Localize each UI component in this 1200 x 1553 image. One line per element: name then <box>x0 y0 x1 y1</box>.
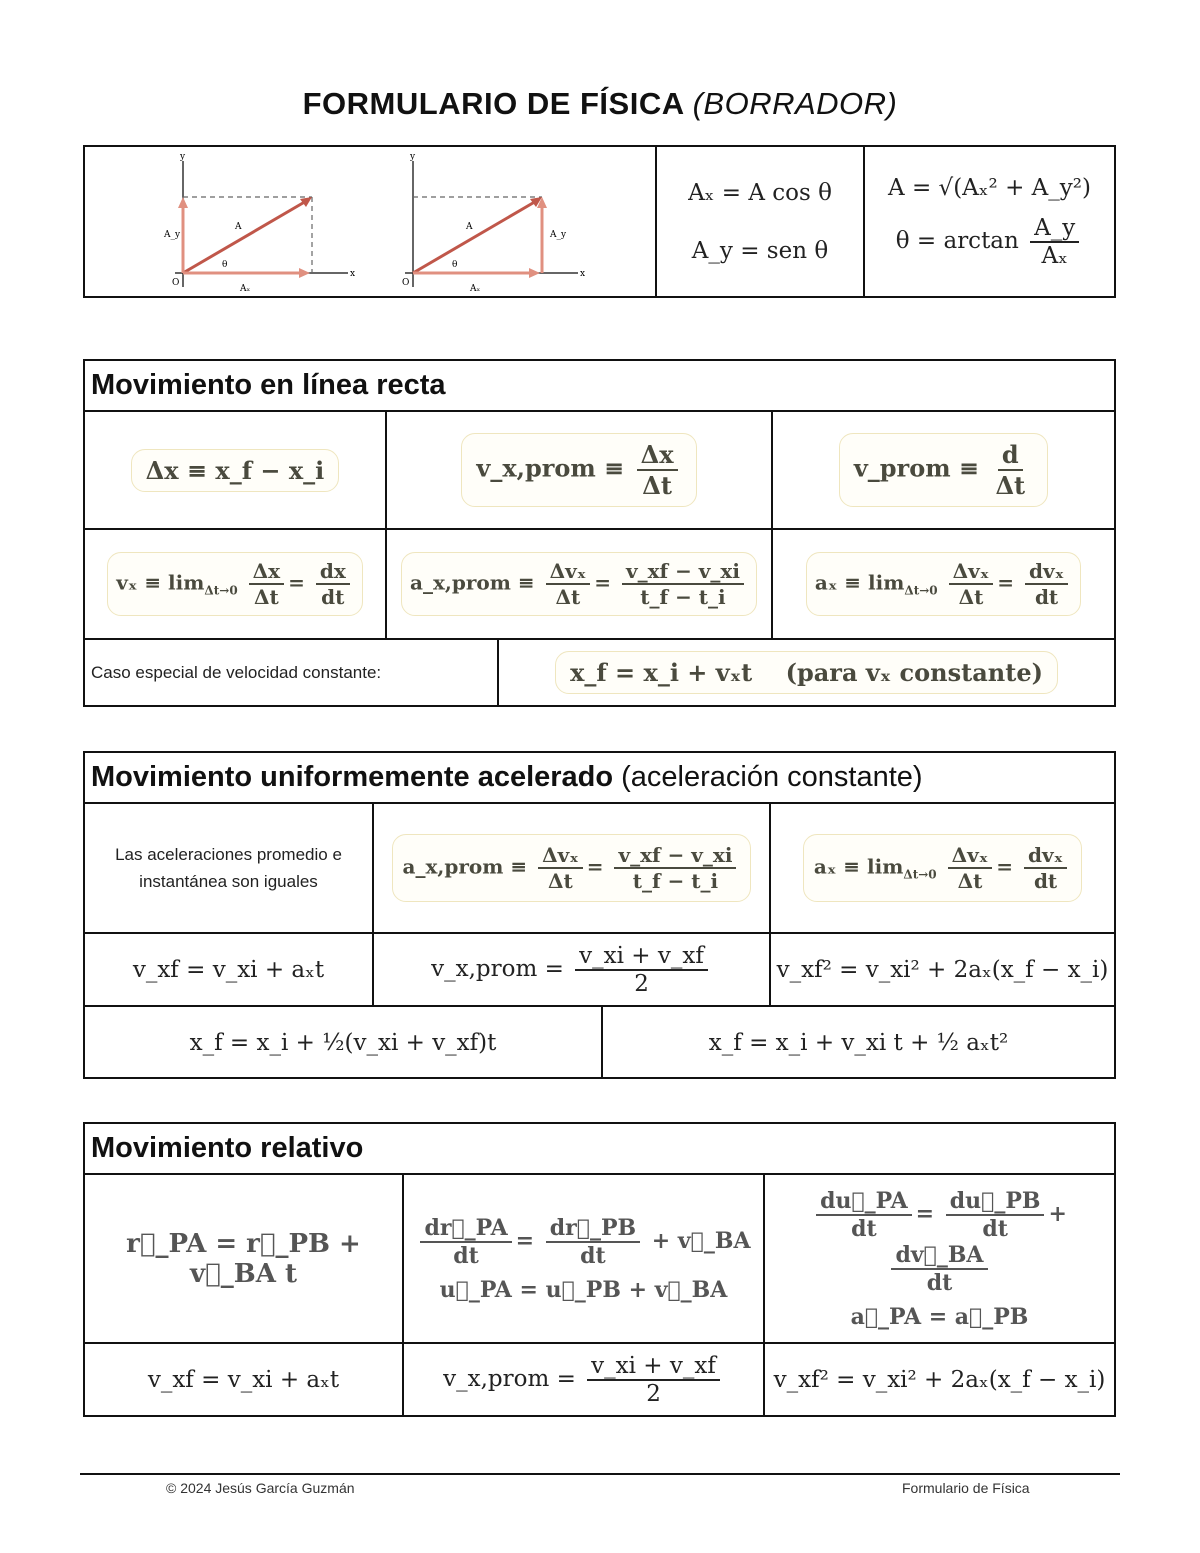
rel-r2-num2: dr⃗_PB <box>546 1215 640 1243</box>
ua-f2-den1: Δt <box>957 869 983 893</box>
ua-f2-frac2 <box>1024 843 1067 893</box>
ua-cell-ainst <box>769 804 1114 932</box>
rel-r2-tail: + v⃗_BA <box>651 1227 751 1254</box>
ua-f1-lhs: a_x,prom ≡ <box>402 854 528 879</box>
rel-cell-3 <box>763 1175 1114 1342</box>
lr-special-eq: x_f = x_i + vₓt (para vₓ constante) <box>555 651 1058 694</box>
rel-s2-lhs: v_x,prom = <box>443 1365 576 1392</box>
lr-special-label: Caso especial de velocidad constante: <box>91 662 382 682</box>
lr-cell-3 <box>771 412 1114 528</box>
lr-eq-rapidez <box>839 433 1048 507</box>
footer-divider <box>80 1473 1120 1475</box>
rel-s2-den: 2 <box>646 1380 661 1407</box>
lr-cell-4 <box>85 530 385 638</box>
magnitude-equations <box>863 147 1114 296</box>
ua-f1-frac2 <box>614 843 736 893</box>
uniforme-header <box>85 753 1114 802</box>
diagram1-y-label: y <box>180 152 186 162</box>
lr-f5-num1: Δvₓ <box>546 559 591 585</box>
lr-f3-den: Δt <box>995 471 1026 500</box>
footer-doc-title: Formulario de Física <box>902 1480 1030 1496</box>
lr-f5-num2: v_xf − v_xi <box>622 559 744 585</box>
ua-g2-lhs: v_x,prom = <box>431 955 564 982</box>
lr-f2-frac <box>637 440 678 500</box>
vector-table <box>83 145 1116 298</box>
lr-f5-lhs: a_x,prom ≡ <box>410 570 535 595</box>
diagram2-theta-label: θ <box>452 260 458 270</box>
relativo-table <box>83 1122 1116 1417</box>
ua-f2-frac1 <box>948 843 993 893</box>
ua-f2-num2: dvₓ <box>1024 843 1067 869</box>
lr-f4-num2: dx <box>316 559 350 585</box>
ua-f1-num1: Δvₓ <box>538 843 583 869</box>
ua-cell-g2 <box>372 934 769 1005</box>
ua-eq-h1: x_f = x_i + ½(v_xi + v_xf)t <box>189 1029 497 1056</box>
rel-eq-u-line2: u⃗_PA = u⃗_PB + v⃗_BA <box>439 1276 728 1303</box>
lr-f3-lhs: v_prom ≡ <box>853 453 980 483</box>
rel-s2-frac <box>587 1353 720 1407</box>
relativo-header: Movimiento relativo <box>91 1132 364 1164</box>
rel-r3-frac3 <box>891 1242 987 1296</box>
ua-f2-den2: dt <box>1033 869 1058 893</box>
diagram2-ay-label: A_y <box>550 230 567 240</box>
rel-s2-num: v_xi + v_xf <box>587 1353 720 1381</box>
rel-eq-a-line2: a⃗_PA = a⃗_PB <box>850 1303 1029 1330</box>
diagram2-ax-label: Aₓ <box>470 284 481 294</box>
ua-cell-aprom <box>372 804 769 932</box>
diagram1-ay-label: A_y <box>164 230 181 240</box>
title-sub: (BORRADOR) <box>692 86 898 121</box>
lr-f4-num1: Δx <box>249 559 284 585</box>
rel-eq-s3: v_xf² = v_xi² + 2aₓ(x_f − x_i) <box>773 1366 1106 1393</box>
rel-cell-s3 <box>763 1344 1114 1415</box>
rel-cell-2 <box>402 1175 763 1342</box>
eq-theta-fraction <box>1030 215 1079 269</box>
ua-eq-g1: v_xf = v_xi + aₓt <box>132 956 325 983</box>
vector-diagrams <box>85 147 655 296</box>
rel-cell-s1 <box>85 1344 402 1415</box>
lr-f4-lhs: vₓ ≡ lim <box>116 570 205 595</box>
diagram1-origin-label: O <box>172 278 180 288</box>
ua-cell-h2 <box>601 1007 1114 1078</box>
eq-theta-lhs: θ = arctan <box>895 227 1019 254</box>
diagram1-a-label: A <box>235 222 242 232</box>
eq-theta-num: A_y <box>1030 215 1079 243</box>
lr-f4-sub: Δt→0 <box>204 583 238 598</box>
ua-eq-aprom: a_x,prom ≡ $\frac{\text{Δvₓ}}{\Delta t}$ = $\frac{v\_xf - v\_xi}{t\_f - t\_i}$ <box>392 834 752 902</box>
lr-special-label-cell <box>85 640 497 705</box>
lr-f5-den2: t_f − t_i <box>640 585 726 609</box>
eq-theta-den: Aₓ <box>1041 242 1068 269</box>
rel-eq-a: $\frac{du⃗\_PA}{dt}$ = $\frac{du⃗\_PB}{dt}$ + $\frac{dv⃗\_BA}{dt}$ <box>765 1188 1114 1296</box>
rel-r3-frac2 <box>946 1188 1045 1242</box>
ua-eq-g3: v_xf² = v_xi² + 2aₓ(x_f − x_i) <box>776 956 1109 983</box>
diagram2-origin-label: O <box>402 278 410 288</box>
rel-cell-1 <box>85 1175 402 1342</box>
ua-f1-frac1 <box>538 843 583 893</box>
ua-note: Las aceleraciones promedio e instantánea son iguales <box>115 845 342 891</box>
lr-f6-num2: dvₓ <box>1025 559 1068 585</box>
lr-f6-frac2 <box>1025 559 1068 609</box>
lr-f6-frac1 <box>949 559 994 609</box>
lr-f5-den1: Δt <box>555 585 581 609</box>
ua-cell-h1 <box>85 1007 601 1078</box>
rel-eq-s1: v_xf = v_xi + aₓt <box>147 1366 340 1393</box>
lr-cell-5 <box>385 530 771 638</box>
rel-r3-den1: dt <box>851 1215 877 1242</box>
rel-r2-frac2 <box>546 1215 640 1269</box>
ua-f2-lhs: aₓ ≡ lim <box>813 854 904 879</box>
lr-f2-num: Δx <box>637 440 678 471</box>
rel-r2-num1: dr⃗_PA <box>420 1215 511 1243</box>
ua-f1-num2: v_xf − v_xi <box>614 843 736 869</box>
ua-eq-g2 <box>431 943 712 997</box>
eq-ay: A_y = sen θ <box>691 237 829 264</box>
diagram2-y-label: y <box>410 152 416 162</box>
diagram1-theta-label: θ <box>222 260 228 270</box>
lr-f6-den2: dt <box>1034 585 1059 609</box>
rel-r3-den2: dt <box>982 1215 1008 1242</box>
ua-g2-frac <box>575 943 708 997</box>
vector-diagram-svg <box>90 147 650 296</box>
rel-eq-u: $\frac{dr⃗\_PA}{dt}$ = $\frac{dr⃗\_PB}{dt}$ + v⃗_BA <box>416 1215 750 1269</box>
diagram1-ax-label: Aₓ <box>240 284 251 294</box>
lr-f6-den1: Δt <box>958 585 984 609</box>
lr-eq-vprom <box>461 433 696 507</box>
lr-cell-1 <box>85 412 385 528</box>
linea-recta-table <box>83 359 1116 707</box>
ua-g2-num: v_xi + v_xf <box>575 943 708 971</box>
lr-f2-den: Δt <box>642 471 672 500</box>
ua-f2-num1: Δvₓ <box>948 843 993 869</box>
lr-f4-frac2 <box>316 559 350 609</box>
lr-f4-den2: dt <box>321 585 345 609</box>
lr-eq-aprom: a_x,prom ≡ $\frac{\text{Δvₓ}}{\Delta t}$ = $\frac{v\_xf - v\_xi}{t\_f - t\_i}$ <box>401 552 757 616</box>
ua-eq-ainst: $a_x \equiv \lim_{\Delta t\to 0}$ $\frac{\text{Δvₓ}}{\Delta t}$ = $\frac{\text{dvₓ}}{dt}$ <box>803 834 1082 902</box>
rel-r2-frac1 <box>420 1215 511 1269</box>
component-equations <box>655 147 863 296</box>
rel-r3-den3: dt <box>926 1269 953 1296</box>
ua-f2-sub: Δt→0 <box>903 867 937 882</box>
lr-f6-sub: Δt→0 <box>904 583 938 598</box>
ua-f1-den1: Δt <box>548 869 573 893</box>
lr-f5-frac2 <box>622 559 744 609</box>
ua-note-cell <box>85 804 372 932</box>
ua-g2-den: 2 <box>634 970 649 997</box>
rel-cell-s2 <box>402 1344 763 1415</box>
diagram2-a-label: A <box>466 222 473 232</box>
rel-r2-den2: dt <box>580 1242 606 1269</box>
page-title <box>0 86 1200 122</box>
rel-eq-s2 <box>443 1353 724 1407</box>
rel-r2-den1: dt <box>453 1242 479 1269</box>
eq-theta <box>896 215 1084 269</box>
ua-eq-h2: x_f = x_i + v_xi t + ½ aₓt² <box>708 1029 1009 1056</box>
lr-f3-num: d <box>998 440 1023 471</box>
lr-eq-vinst: $v_x \equiv \lim_{\Delta t\to 0}$ $\frac{\Delta x}{\Delta t}$ = $\frac{dx}{dt}$ <box>107 552 363 616</box>
uniforme-header-bold: Movimiento uniformemente acelerado <box>91 761 614 793</box>
lr-eq-delta-x: Δx ≡ x_f − x_i <box>131 449 340 492</box>
rel-r3-num1: du⃗_PA <box>816 1188 912 1216</box>
ua-cell-g3 <box>769 934 1114 1005</box>
diagram2-x-label: x <box>580 269 586 279</box>
uniforme-table <box>83 751 1116 1079</box>
lr-f4-frac1 <box>249 559 284 609</box>
lr-f3-frac <box>991 440 1029 500</box>
footer-copyright: © 2024 Jesús García Guzmán <box>166 1480 355 1496</box>
lr-eq-ainst: $a_x \equiv \lim_{\Delta t\to 0}$ $\frac{\text{Δvₓ}}{\Delta t}$ = $\frac{\text{dvₓ}}{dt}$ <box>806 552 1081 616</box>
lr-f2-lhs: v_x,prom ≡ <box>476 453 625 483</box>
lr-f4-den1: Δt <box>253 585 279 609</box>
rel-eq-r: r⃗_PA = r⃗_PB + v⃗_BA t <box>126 1228 361 1289</box>
eq-ax: Aₓ = A cos θ <box>688 179 832 206</box>
lr-cell-2 <box>385 412 771 528</box>
diagram1-x-label: x <box>350 269 356 279</box>
lr-f6-num1: Δvₓ <box>949 559 994 585</box>
ua-f1-den2: t_f − t_i <box>632 869 719 893</box>
ua-cell-g1 <box>85 934 372 1005</box>
rel-r3-frac1 <box>816 1188 912 1242</box>
lr-f6-lhs: aₓ ≡ lim <box>814 570 905 595</box>
lr-f5-frac1 <box>546 559 591 609</box>
lr-cell-6 <box>771 530 1114 638</box>
uniforme-header-normal: (aceleración constante) <box>621 761 923 793</box>
rel-r3-num2: du⃗_PB <box>946 1188 1045 1216</box>
eq-magnitude: A = √(Aₓ² + A_y²) <box>888 174 1091 201</box>
title-main: FORMULARIO DE FÍSICA <box>302 86 684 121</box>
linea-recta-header: Movimiento en línea recta <box>91 369 446 401</box>
lr-special-eq-cell <box>497 640 1114 705</box>
rel-r3-num3: dv⃗_BA <box>891 1242 987 1270</box>
